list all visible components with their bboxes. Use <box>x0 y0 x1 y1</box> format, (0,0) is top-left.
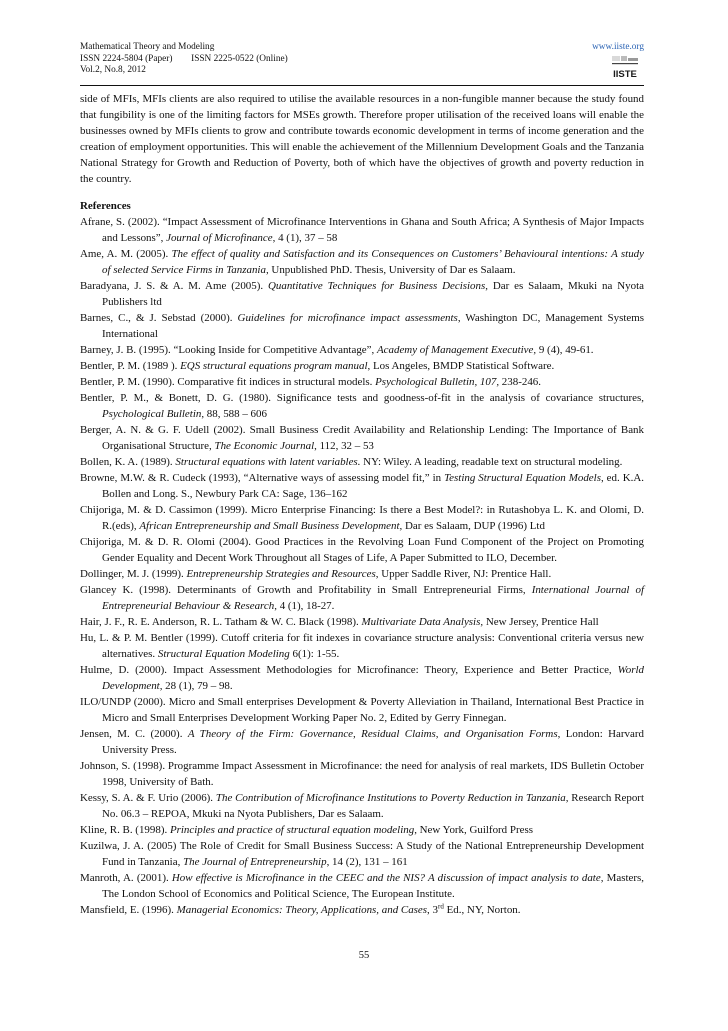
reference-entry <box>80 838 644 870</box>
reference-sup: rd <box>437 902 444 911</box>
header-divider <box>80 85 644 86</box>
reference-post: , Upper Saddle River, NJ: Prentice Hall. <box>375 568 552 580</box>
reference-entry <box>80 902 644 918</box>
reference-post: New Jersey, Prentice Hall <box>483 616 599 628</box>
reference-entry <box>80 822 644 838</box>
reference-entry <box>80 422 644 454</box>
reference-post: , 88, 588 – 606 <box>201 408 267 420</box>
header-left <box>80 42 288 77</box>
reference-ital: Principles and practice of structural equation modeling <box>169 824 415 836</box>
reference-ital: World Development, <box>102 664 644 692</box>
reference-ital: Entrepreneurship Strategies and Resources <box>186 568 376 580</box>
reference-ital: EQS structural equations program manual <box>180 360 368 372</box>
reference-pre: Johnson, S. (1998). Programme Impact Assessment in Microfinance: the need for analysis of real markets, IDS Bulletin October 1998, University of Bath. <box>80 760 644 788</box>
reference-post: Masters, The London School of Economics and Political Science, The European Institute. <box>102 872 644 900</box>
reference-post: , Washington DC, Management Systems International <box>102 312 644 340</box>
reference-ital: Managerial Economics: Theory, Applications, and Cases <box>176 904 428 916</box>
reference-post: 4 (1), 37 – 58 <box>275 232 338 244</box>
issn-print: ISSN 2224-5804 (Paper) <box>80 53 173 64</box>
reference-entry <box>80 790 644 822</box>
reference-entry <box>80 614 644 630</box>
reference-pre: Berger, A. N. & G. F. Udell (2002). Small Business Credit Availability and Relationship Lending: The Importance of Bank Organisational Structure, <box>80 424 644 452</box>
iiste-logo-icon <box>610 55 640 83</box>
reference-pre: Afrane, S. (2002). “Impact Assessment of Microfinance Interventions in Ghana and South Africa; A Synthesis of Major Impacts and Lessons”, <box>80 216 644 244</box>
reference-pre: Glancey K. (1998). Determinants of Growth and Profitability in Small Entrepreneurial Firms, <box>80 584 532 596</box>
reference-pre: Jensen, M. C. (2000). <box>80 728 188 740</box>
reference-list <box>80 214 644 918</box>
reference-entry <box>80 582 644 614</box>
reference-ital: Testing Structural Equation Models <box>444 472 601 484</box>
reference-entry <box>80 246 644 278</box>
reference-pre: Chijoriga, M. & D. R. Olomi (2004). Good Practices in the Revolving Loan Fund Component of the Project on Promoting Gender Equality and Decent Work Throughout all Stages of Life, A Paper Submitted to ILO, December. <box>80 536 644 564</box>
reference-entry <box>80 870 644 902</box>
reference-pre: Browne, M.W. & R. Cudeck (1993), “Alternative ways of assessing model fit,” in <box>80 472 445 484</box>
reference-post: , New York, Guilford Press <box>414 824 533 836</box>
reference-entry <box>80 470 644 502</box>
reference-entry <box>80 630 644 662</box>
reference-ital: Psychological Bulletin, 107, <box>375 376 500 388</box>
page-header <box>80 42 644 84</box>
reference-pre: Dollinger, M. J. (1999). <box>80 568 187 580</box>
reference-post: , 4 (1), 18-27. <box>274 600 335 612</box>
reference-pre: Kline, R. B. (1998). <box>80 824 170 836</box>
reference-entry <box>80 342 644 358</box>
reference-post: , 112, 32 – 53 <box>314 440 374 452</box>
intro-paragraph: side of MFIs, MFIs clients are also required to utilise the available resources in a non-fungible manner because the study found that fungibility is one of the limiting factors for MSEs growth. Therefore proper utilisation of the received loans will enable the businesses owned by MFIs clients to grow and contribute towards economic development in terms of income generation and the creation of employment opportunities. This will enable the achievement of the Millennium Development Goals and the Tanzania National Strategy for Growth and Reduction of Poverty, both of which have the objectives of growth and poverty reduction in the country. <box>80 93 644 185</box>
journal-url[interactable]: www.iiste.org <box>592 42 644 52</box>
reference-entry <box>80 358 644 374</box>
reference-post: Dar es Salaam, DUP (1996) Ltd <box>402 520 545 532</box>
reference-post: , Los Angeles, BMDP Statistical Software. <box>367 360 555 372</box>
reference-pre: Manroth, A. (2001). <box>80 872 172 884</box>
reference-post: NY: Wiley. A leading, readable text on structural modeling. <box>360 456 623 468</box>
reference-ital: African Entrepreneurship and Small Business Development, <box>139 520 403 532</box>
reference-ital: Quantitative Techniques for Business Decisions <box>268 280 486 292</box>
reference-tail: Ed., NY, Norton. <box>443 904 521 916</box>
reference-pre: Kuzilwa, J. A. (2005) The Role of Credit for Small Business Success: A Study of the National Entrepreneurship Development Fund in Tanzania, <box>80 840 644 868</box>
reference-entry <box>80 758 644 790</box>
reference-entry <box>80 662 644 694</box>
reference-post: 9 (4), 49-61. <box>536 344 594 356</box>
reference-post: , ed. K.A. Bollen and Long. S., Newbury Park CA: Sage, 136–162 <box>102 472 644 500</box>
reference-ital: Multivariate Data Analysis, <box>361 616 484 628</box>
reference-post: 6(1): 1-55. <box>289 648 340 660</box>
reference-pre: Bentler, P. M. (1989 ). <box>80 360 181 372</box>
reference-pre: Barney, J. B. (1995). “Looking Inside for Competitive Advantage”, <box>80 344 377 356</box>
reference-entry <box>80 454 644 470</box>
reference-ital: How effective is Microfinance in the CEEC and the NIS? A discussion of impact analysis to date, <box>171 872 604 884</box>
reference-pre: Baradyana, J. S. & A. M. Ame (2005). <box>80 280 268 292</box>
reference-pre: Barnes, C., & J. Sebstad (2000). <box>80 312 238 324</box>
reference-entry <box>80 278 644 310</box>
journal-title: Mathematical Theory and Modeling <box>80 42 215 52</box>
reference-ital: Structural Equation Modeling <box>157 648 290 660</box>
page-number: 55 <box>358 950 370 961</box>
reference-ital: The Economic Journal <box>214 440 315 452</box>
reference-ital: Guidelines for microfinance impact assessments <box>237 312 458 324</box>
reference-ital: International Journal of Entrepreneurial Behaviour & Research <box>102 584 644 612</box>
reference-entry <box>80 374 644 390</box>
reference-ital: Psychological Bulletin <box>102 408 202 420</box>
reference-post: , London: Harvard University Press. <box>102 728 644 756</box>
reference-pre: Ame, A. M. (2005). <box>80 248 172 260</box>
header-right <box>592 42 644 54</box>
reference-post: , Dar es Salaam, Mkuki na Nyota Publishers ltd <box>102 280 644 308</box>
reference-entry <box>80 726 644 758</box>
reference-ital: Journal of Microfinance, <box>166 232 276 244</box>
reference-pre: Bentler, P. M., & Bonett, D. G. (1980). Significance tests and goodness-of-fit in the analysis of covariance structures, <box>80 392 644 404</box>
reference-post: Research Report No. 06.3 – REPOA, Mkuki na Nyota Publishers, Dar es Salaam. <box>102 792 644 820</box>
page-body <box>80 91 644 918</box>
reference-entry <box>80 534 644 566</box>
reference-pre: Mansfield, E. (1996). <box>80 904 177 916</box>
references-heading: References <box>80 200 131 212</box>
reference-ital: The Journal of Entrepreneurship <box>183 856 327 868</box>
reference-entry <box>80 566 644 582</box>
reference-post: , 3 <box>427 904 438 916</box>
issn-line <box>80 54 288 66</box>
reference-entry <box>80 694 644 726</box>
reference-pre: Hair, J. F., R. E. Anderson, R. L. Tatham & W. C. Black (1998). <box>80 616 362 628</box>
reference-pre: Chijoriga, M. & D. Cassimon (1999). Micro Enterprise Financing: Is there a Best Model?: in Rutashobya L. K. and Olomi, D. R.(eds), <box>80 504 644 532</box>
reference-pre: Bentler, P. M. (1990). Comparative fit indices in structural models. <box>80 376 376 388</box>
reference-entry <box>80 390 644 422</box>
reference-pre: ILO/UNDP (2000). Micro and Small enterprises Development & Poverty Alleviation in Thailand, International Best Practice in Micro and Small Enterprises Development Working Paper No. 2, Edited by Gerry Finnegan. <box>80 696 644 724</box>
reference-ital: A Theory of the Firm: Governance, Residual Claims, and Organisation Forms <box>187 728 558 740</box>
volume-info: Vol.2, No.8, 2012 <box>80 65 146 75</box>
reference-entry <box>80 502 644 534</box>
reference-post: Unpublished PhD. Thesis, University of Dar es Salaam. <box>268 264 516 276</box>
reference-ital: The Contribution of Microfinance Institutions to Poverty Reduction in Tanzania, <box>215 792 569 804</box>
reference-entry <box>80 310 644 342</box>
logo-text: IISTE <box>613 69 637 80</box>
reference-pre: Kessy, S. A. & F. Urio (2006). <box>80 792 216 804</box>
reference-pre: Hulme, D. (2000). Impact Assessment Methodologies for Microfinance: Theory, Experience and Better Practice, <box>80 664 618 676</box>
reference-ital: The effect of quality and Satisfaction and its Consequences on Customers’ Behavioural intentions: A study of selected Service Firms in Tanzania, <box>102 248 644 276</box>
reference-post: , 14 (2), 131 – 161 <box>326 856 408 868</box>
reference-entry <box>80 214 644 246</box>
issn-online: ISSN 2225-0522 (Online) <box>191 53 288 64</box>
reference-pre: Bollen, K. A. (1989). <box>80 456 176 468</box>
reference-ital: Academy of Management Executive, <box>376 344 537 356</box>
reference-pre: Hu, L. & P. M. Bentler (1999). Cutoff criteria for fit indexes in covariance structure analysis: Conventional criteria versus new alternatives. <box>80 632 644 660</box>
reference-ital: Structural equations with latent variables. <box>175 456 361 468</box>
reference-post: 28 (1), 79 – 98. <box>162 680 233 692</box>
reference-post: 238-246. <box>499 376 541 388</box>
